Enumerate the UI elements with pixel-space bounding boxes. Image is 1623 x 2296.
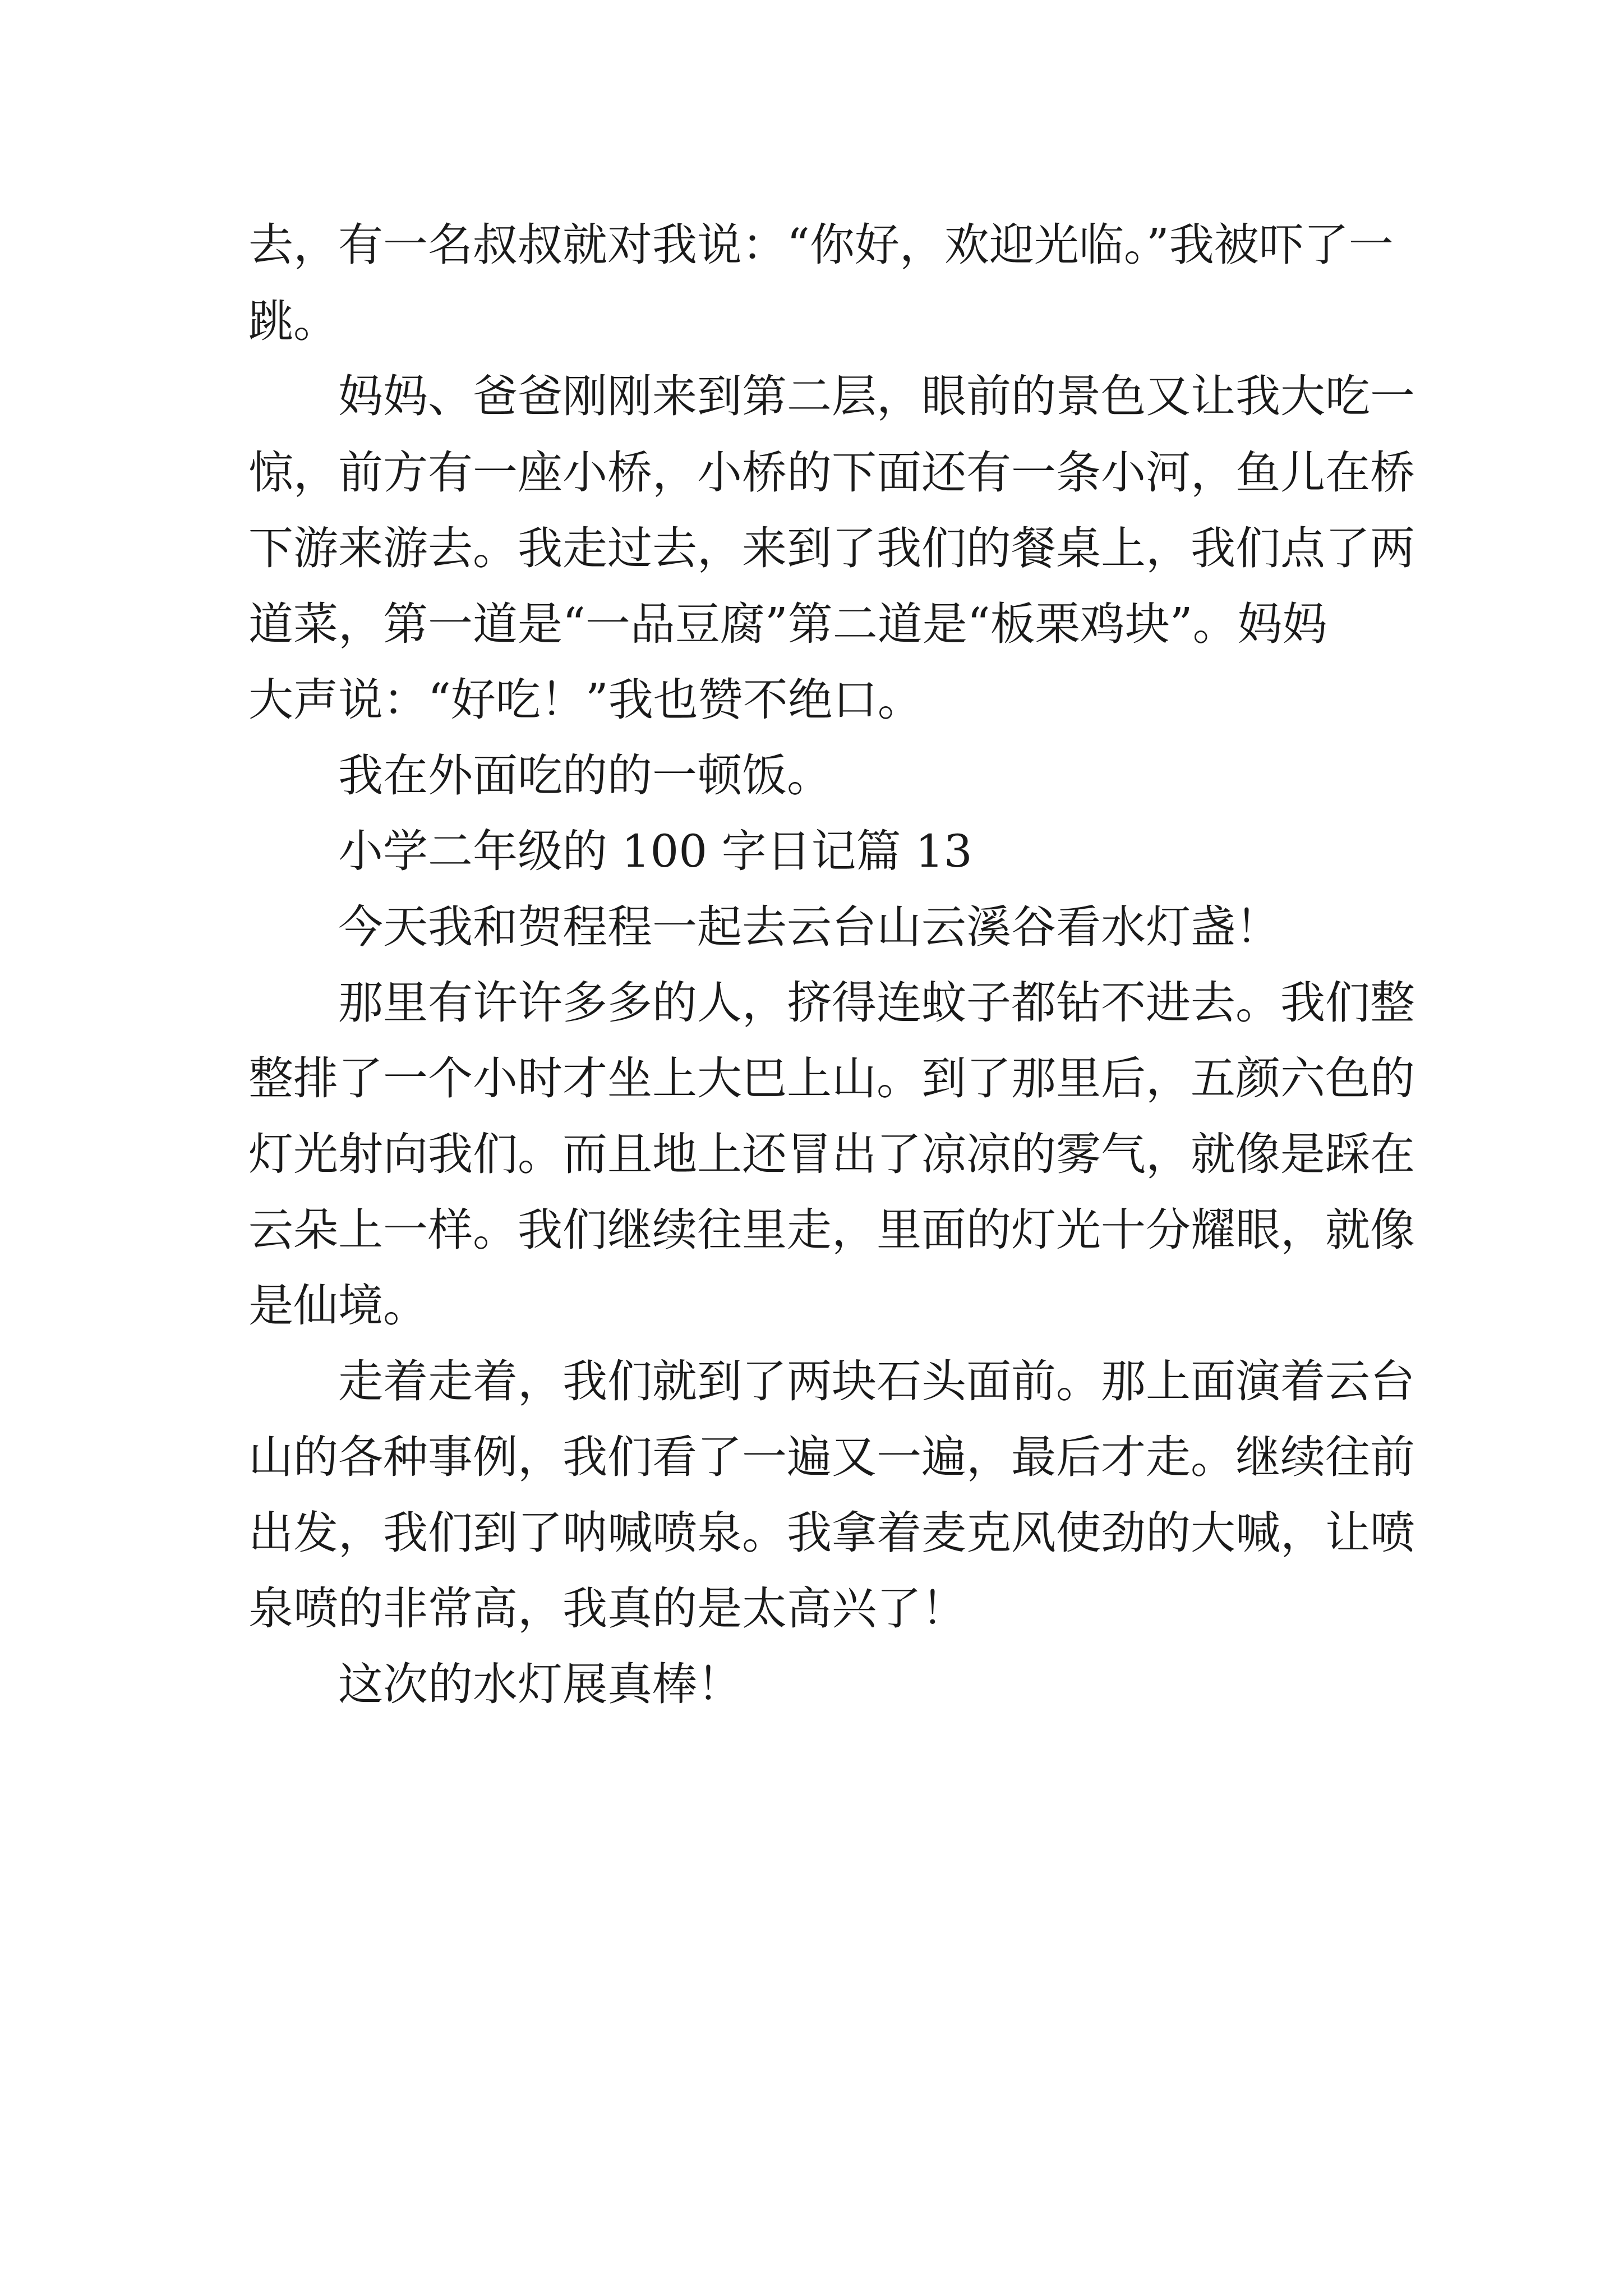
text-line: 灯光射向我们。而且地上还冒出了凉凉的雾气，就像是踩在 (248, 1128, 1415, 1180)
text-line: 整排了一个小时才坐上大巴上山。到了那里后，五颜六色的 (248, 1052, 1415, 1105)
text-line: 道菜，第一道是“一品豆腐”第二道是“板栗鸡块”。妈妈 (248, 598, 1327, 650)
text-line: 云朵上一样。我们继续往里走，里面的灯光十分耀眼，就像 (248, 1204, 1415, 1256)
text-line: 下游来游去。我走过去，来到了我们的餐桌上，我们点了两 (248, 522, 1415, 574)
section-heading: 小学二年级的 100 字日记篇 13 (338, 825, 972, 877)
paragraph-first-line: 走着走着，我们就到了两块石头面前。那上面演着云台 (338, 1355, 1415, 1407)
paragraph-first-line: 妈妈、爸爸刚刚来到第二层，眼前的景色又让我大吃一 (338, 370, 1415, 422)
text-line: 惊，前方有一座小桥，小桥的下面还有一条小河，鱼儿在桥 (248, 447, 1415, 499)
paragraph-first-line: 这次的水灯展真棒！ (338, 1658, 742, 1710)
text-line: 跳。 (248, 295, 338, 347)
paragraph-first-line: 今天我和贺程程一起去云台山云溪谷看水灯盏！ (338, 901, 1280, 953)
text-line: 山的各种事例，我们看了一遍又一遍，最后才走。继续往前 (248, 1431, 1415, 1483)
text-line: 出发，我们到了呐喊喷泉。我拿着麦克风使劲的大喊，让喷 (248, 1507, 1415, 1559)
text-line: 大声说：“好吃！”我也赞不绝口。 (248, 674, 923, 726)
text-line: 泉喷的非常高，我真的是太高兴了！ (248, 1582, 966, 1635)
paragraph-first-line: 我在外面吃的的一顿饭。 (338, 749, 832, 802)
text-line: 去，有一名叔叔就对我说：“你好，欢迎光临。”我被吓了一 (248, 219, 1394, 271)
text-line: 是仙境。 (248, 1280, 428, 1332)
paragraph-first-line: 那里有许许多多的人，挤得连蚊子都钻不进去。我们整 (338, 977, 1415, 1029)
